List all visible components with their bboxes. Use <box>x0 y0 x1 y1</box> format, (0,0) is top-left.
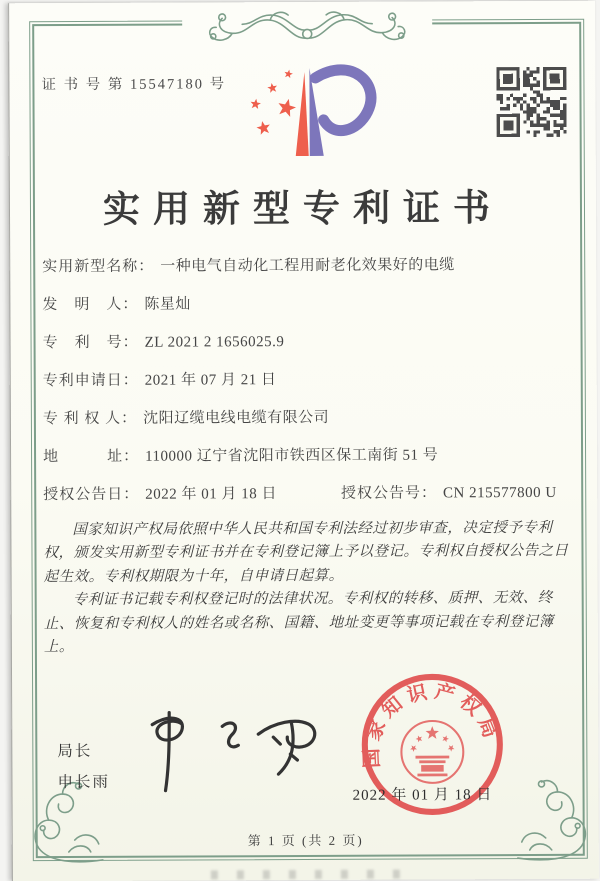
field-value: 沈阳辽缆电线电缆有限公司 <box>143 409 330 427</box>
field-value: 110000 辽宁省沈阳市铁西区保工南街 51 号 <box>145 447 439 465</box>
field-patent-number <box>43 329 573 352</box>
legal-paragraph-2: 专利证书记载专利权登记时的法律状况。专利权的转移、质押、无效、终止、恢复和专利权人的姓名或名称、国籍、地址变更等事项记载在专利登记簿上。 <box>43 590 554 656</box>
field-label: 专 利 权 人： <box>42 410 138 428</box>
field-label: 地 址： <box>43 448 140 466</box>
logo-stars <box>250 69 298 136</box>
field-filing-date <box>43 367 573 390</box>
field-value: CN 215577800 U <box>442 484 557 502</box>
bottom-right-floral-svg <box>513 776 591 864</box>
field-utility-model-name <box>42 253 572 276</box>
seal-text: 国家知识产权局 <box>360 680 504 769</box>
field-grant-date <box>43 482 277 504</box>
logo-p-bowl <box>315 70 371 131</box>
field-value: 2022 年 01 月 18 日 <box>145 486 278 503</box>
seal-national-emblem <box>401 721 463 783</box>
qr-code <box>496 67 566 137</box>
field-value: 2021 年 07 月 21 日 <box>144 372 277 389</box>
field-label: 授权公告日： <box>43 486 140 504</box>
field-value: ZL 2021 2 1656025.9 <box>144 334 285 351</box>
field-address <box>43 443 573 466</box>
logo-red-wedge <box>295 72 308 156</box>
certificate-number: 证 书 号 第 15547180 号 <box>41 76 227 94</box>
handwritten-signature <box>124 702 339 798</box>
top-scroll-ornament <box>182 3 432 52</box>
signer-title: 局长 <box>57 742 93 761</box>
next-page-ghost-marks <box>211 870 401 880</box>
field-label: 授权公告号： <box>340 485 438 502</box>
field-grant-row <box>43 481 573 504</box>
svg-text:国家知识产权局 <box>360 679 503 768</box>
field-grant-number <box>341 481 557 503</box>
field-label: 专 利 号： <box>42 334 139 352</box>
field-inventor <box>42 291 572 314</box>
legal-paragraph-1: 国家知识产权局依照中华人民共和国专利法经过初步审查，决定授予专利权，颁发实用新型专利证书并在专利登记簿上予以登记。专利权自授权公告之日起生效。专利权期限为十年，自申请日起算。 <box>43 519 569 586</box>
field-label: 实用新型名称： <box>42 258 155 276</box>
top-scroll-ornament-svg <box>182 3 432 52</box>
signer-block <box>57 739 110 801</box>
field-rows <box>42 253 573 521</box>
signer-name: 申长雨 <box>57 773 111 792</box>
cnipa-logo <box>231 56 392 172</box>
field-value: 陈星灿 <box>144 296 191 313</box>
cnipa-logo-svg <box>231 56 392 172</box>
footer-page-number: 第 1 页 (共 2 页) <box>247 832 364 849</box>
handwritten-signature-svg <box>124 702 339 798</box>
certificate-title: 实用新型专利证书 <box>102 188 504 231</box>
certificate-paper <box>8 1 599 881</box>
field-label: 专利申请日： <box>42 372 139 390</box>
field-label: 发 明 人： <box>42 296 139 314</box>
bottom-right-floral-ornament <box>513 776 591 864</box>
field-value: 一种电气自动化工程用耐老化效果好的电缆 <box>160 257 455 275</box>
legal-paragraphs <box>43 517 572 660</box>
field-patentee <box>43 405 573 428</box>
qr-code-svg <box>496 67 566 137</box>
seal-date: 2022 年 01 月 18 日 <box>352 787 493 804</box>
